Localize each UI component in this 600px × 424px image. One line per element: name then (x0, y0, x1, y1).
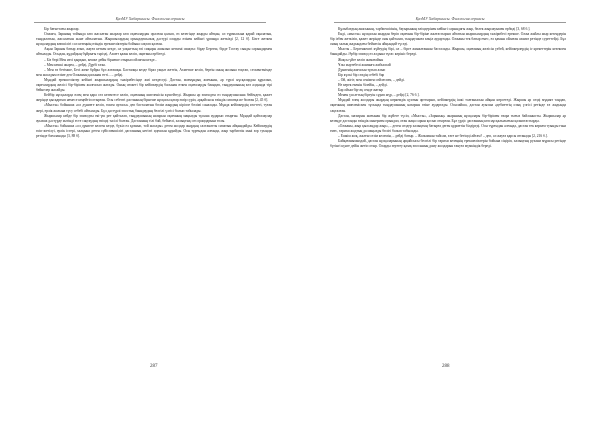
paragraph: Енді, «мысты» нұсқасын жырдан беріп оқиғаны бір-біріне жалғастырып айтатын жыршылардың тәжірибесі ерекше. Олжа жайлы жыр кезеңдерін бір ізбен жеткізіп, қажет жерінде оны қайталап, тыңдаушыға көңіл аудартады. Олжаны тек батыр емес, ел қамын ойлаған азамат ретінде суреттейді. Бұл оның халық жадындағы бейнесін айқындай түседі. (330, 32, 566, 47)
paragraph: Жыршылар кейде бір эпизодты екі-үш рет қайталап, тыңдаушының назарын оқиғаның маңызды тұсына аударып отырған. Мұндай қайталаулар ауызша дәстүрде мәтінді есте сақтаудың тиімді тәсілі болған. Дастанның тілі бай, бейнелі, халықтық сөз орамдарына толы. (36, 113, 272, 123)
paragraph: Ұлы мәртебелі жаманға жабыспай (338, 62, 391, 67)
page-number-right: 288 (442, 364, 450, 369)
paragraph: Менен үш аттың біреуін сұрап жүр, – дейді [2, 76 б.]. (338, 93, 420, 98)
paragraph: Мысты – Бергенкешті күйеудің бірі, ол – бірге жиналғаннан басталады. Жыршы, оқиғаның желісін үзбей, кейіпкерлердің іс-әрекеттерін кезекпен баяндайды. Әрбір эпизод өз алдына тұтас көрініс береді. (330, 47, 566, 57)
paragraph: – Ешкім жоқ, жалғыз өзім келемін, – дейді батыр. – Жолымнан тайсам, елге не бетімді айтам? – деп, ол жауға қарсы аттанады [2, 216 б.]. (338, 133, 548, 138)
running-header-right: ҚазМУ Хабаршысы. Филология сериясы (300, 16, 600, 23)
paragraph: – Ой, жігіт, мен сенімен сөйлеспек, – дейді. (338, 77, 405, 82)
right-page (300, 0, 600, 424)
paragraph: Дастан, мазмұны жағынан бір жүйеге түсіп, «Мысты», «Заряның» жырының нұсқалары бір-бірімен өзара тығыз байланысты. Жыршылар әр кезеңде дастанды өзіндік мәнермен орындап, оған жаңа сарын қосып отырған. Бұл үрдіс дастанның көп нұсқалылығын қалыптастырды. (330, 113, 566, 123)
paragraph: Байқағанымыздай, дастан нұсқаларының әрқайсысы белгілі бір тарихи кезеңнің ерекшеліктерін бойына сіңіріп, халықтың рухани мұрасы ретінде бүгінгі күнге дейін жетіп отыр. Оларды зерттеу қазақ эпосының даму жолдарын тануға мүмкіндік береді. (330, 139, 566, 149)
paragraph: «Мысты» бойынша «ол дүниеге келіп, өскен ортасы» деп басталатын бөлім жырдың кіріспе бөлімі саналады. Мұнда кейіпкердің ата-тегі, туған жері, ерлік жолына түсу себебі айтылады. Бұл дәстүрлі эпостық баяндаудың белгілі үлгісі болып табылады. (36, 103, 272, 113)
paragraph: Бар ойым бір-ақ сенде жатыр (338, 88, 383, 93)
paragraph: Олжаға, Заряның тойында көп жасалған жырлар көп оқиғалардан оралған қалып, өз кезегінде жырды айтқан, ол тұрмысына қарай оқылатын, тыңдалатын, жасалатын және айтылатын. Жыршылардың орындаушылық дәстүрі оларды өзінен кейінгі ұрпаққа жеткізді [2, 12 б]. Бізге жеткен нұсқалардың көпшілігі сол кезеңнің өзіндік ерекшеліктерін бойына сақтап қалған. (36, 32, 272, 47)
paragraph: Мұндай өлең жолдары жырдың көркемдік қуатын арттырып, кейіпкердің ішкі толғанысын айқын көрсетеді. Жыршы әр сөзді мұқият таңдап, оқиғаның шиеленіскен тұсында тыңдаушының назарын өзіне аудартады. Осылайша, дастан ауызша әдебиеттің озық үлгісі ретінде ел жадында сақталған. (330, 98, 566, 113)
paragraph: «Мысты» бойынша «ол дүниеге келген кезде, бүкіл ел қуанып, той жасады» деген жолдар жырдың салтанатты сипатын айқындайды. Кейіпкердің өсіп-жетілуі, ерлік істері, халқына деген сүйіспеншілігі дастанның негізгі идеясын құрайды. Осы тұрғыдан алғанда, жыр тәрбиелік мәні зор туынды ретінде бағаланады [3, 88 б]. (36, 123, 272, 138)
page-number-left: 287 (150, 364, 158, 369)
paragraph: Құлыбаедың анасының, тәрбиешісінің, бауырының өлімдерінен кейінгі сарындағы жыр, бөлек жырлауымен өрбиді [3, 68 б.]. (338, 27, 531, 31)
running-header-left: ҚазМУ Хабаршысы. Филология сериясы (0, 16, 300, 23)
paragraph: Жақсы үйге келіп жамағайын (338, 57, 384, 62)
paragraph: Мұндай ерекшеліктер кейінгі жыршылардың тәжірибесінде жиі кездеседі. Дастан, мазмұндық жағынан, әр түрлі нұсқалардан құралып, оқиғалардың желісі бір-бірімен жалғасып жатады. Оның сюжеті бір кейіпкердің басынан өткен оқиғаларды баяндап, тыңдаушының көз алдында тірі бейнелер жасайды. (36, 77, 272, 93)
paragraph: Бір бағыттағы жырлар. (44, 27, 80, 31)
paragraph: «Олжаны, жыр қылсаңдар жыр», – деген сөздер халықтың батырға деген құрметін білдіреді. Осы тұрғыдан алғанда, дастан тек көркем туынды ғана емес, тарихи жадтың да маңызды бөлігі болып табылады. (330, 123, 566, 133)
paragraph: Кейбір нұсқаларда өлең мен қара сөз кезектесе келіп, оқиғаның шиеленісін күшейтеді. Жыршы әр эпизодты өз тыңдаушысына бейімдеп, қажет жерінде қысқартып немесе кеңейтіп отырған. Осы себепті дастанның бірнеше нұсқасы қатар өмір сүріп, әрқайсысы өзіндік сипатқа ие болған [2, 45 б]. (36, 93, 272, 103)
paragraph: Не керек екенін білейін, – дейді. (338, 83, 388, 88)
left-page-body (36, 27, 272, 139)
right-page-body (330, 27, 566, 149)
paragraph: Ақын Заряны батыр атып, жауға кеткен кезде, ол уақыттың өзі сиқыры ашылып кеткені сияқты: бірде Бергеш, бірде Тостау сынды сарындармен айтылады. Осыдан, құдайдың бұйрығы тәрізді, Ахмет қажы келіп, оқиғаны өрбітеді. (36, 47, 272, 57)
paragraph: – Біз бөрі Мен иесі қырқып, кешке дейін бірнеше отырып ойлаған кезде... (44, 57, 158, 62)
paragraph: – Мен кешкі жырға, – дейді, Дүрбі тазы. (44, 62, 106, 67)
paragraph: – Мен өз бетімше, Бесі жеке бұйры бұл алғашқы. Бастапқы кезде біраз уақыт жеттік, Ахметше келіп, бертін оның жолына тоқтап, сескенгенімде мен жасадым өзіме деп Олжаның қасынан өтті... – дейді. (36, 67, 272, 77)
paragraph: Дүниенің жағасын тұтып алып (338, 67, 386, 72)
paragraph: Бір күлкі бір сөздің себебі бар (338, 72, 385, 77)
